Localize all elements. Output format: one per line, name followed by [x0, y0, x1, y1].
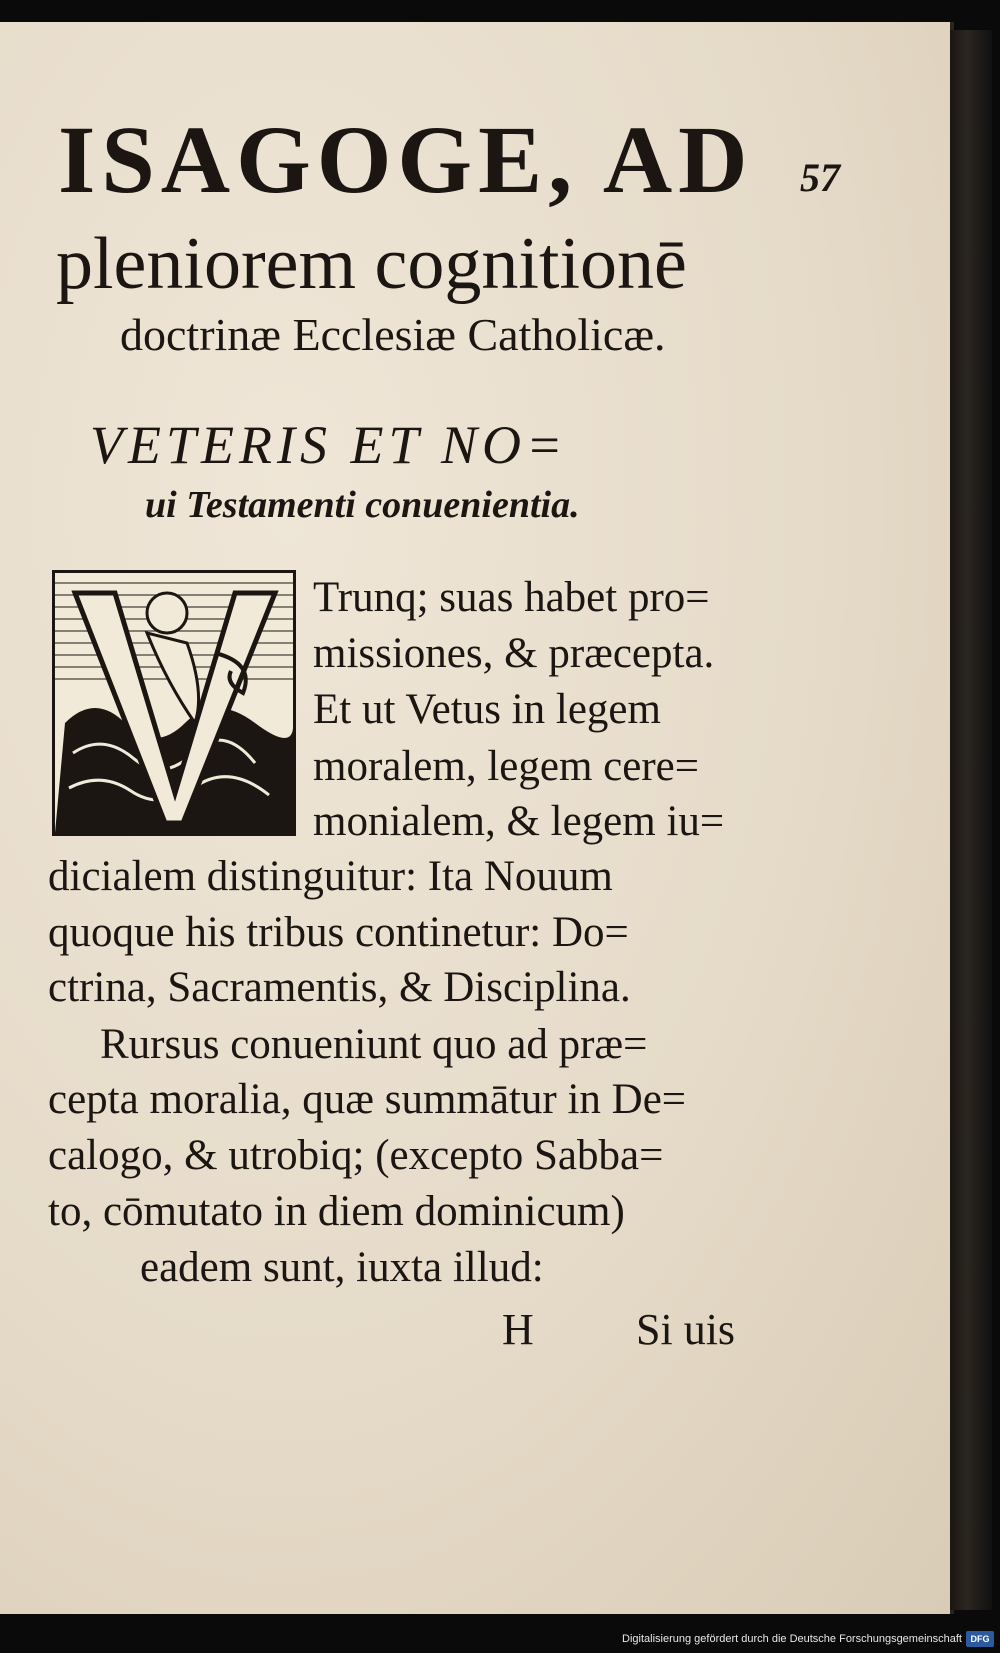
signature-mark: H — [502, 1305, 534, 1354]
text-line: Et ut Vetus in legem — [313, 686, 661, 733]
dfg-logo: DFG — [966, 1631, 994, 1647]
woodcut-initial-illustration — [55, 573, 293, 833]
text-line: Rursus conueniunt quo ad præ= — [100, 1021, 648, 1068]
digitization-credit: Digitalisierung gefördert durch die Deutsche Forschungsgemeinschaft — [622, 1633, 962, 1645]
footer-bar — [0, 1619, 1000, 1653]
decorated-initial — [52, 570, 296, 836]
section-heading-line-1: VETERIS ET NO= — [90, 415, 568, 475]
text-line: quoque his tribus continetur: Do= — [48, 909, 629, 956]
text-line: Trunq; suas habet pro= — [313, 574, 710, 621]
text-line: cepta moralia, quæ summātur in De= — [48, 1076, 687, 1123]
book-page — [0, 22, 954, 1614]
folio-number: 57 — [800, 155, 840, 200]
page-edge-shadow — [950, 30, 992, 1610]
section-heading-line-2: ui Testamenti conuenientia. — [145, 484, 580, 526]
text-line: ctrina, Sacramentis, & Disciplina. — [48, 964, 631, 1011]
page-title: ISAGOGE, AD — [58, 106, 754, 213]
subtitle-line-1: pleniorem cognitionē — [56, 223, 687, 305]
text-line: calogo, & utrobiq; (excepto Sabba= — [48, 1132, 664, 1179]
text-line: monialem, & legem iu= — [313, 798, 725, 845]
text-line: missiones, & præcepta. — [313, 630, 715, 677]
text-line: eadem sunt, iuxta illud: — [140, 1244, 544, 1291]
text-line: to, cōmutato in diem dominicum) — [48, 1188, 625, 1235]
text-line: dicialem distinguitur: Ita Nouum — [48, 853, 613, 900]
subtitle-line-2: doctrinæ Ecclesiæ Catholicæ. — [120, 309, 666, 360]
catchword: Si uis — [636, 1305, 736, 1354]
text-line: moralem, legem cere= — [313, 743, 699, 790]
